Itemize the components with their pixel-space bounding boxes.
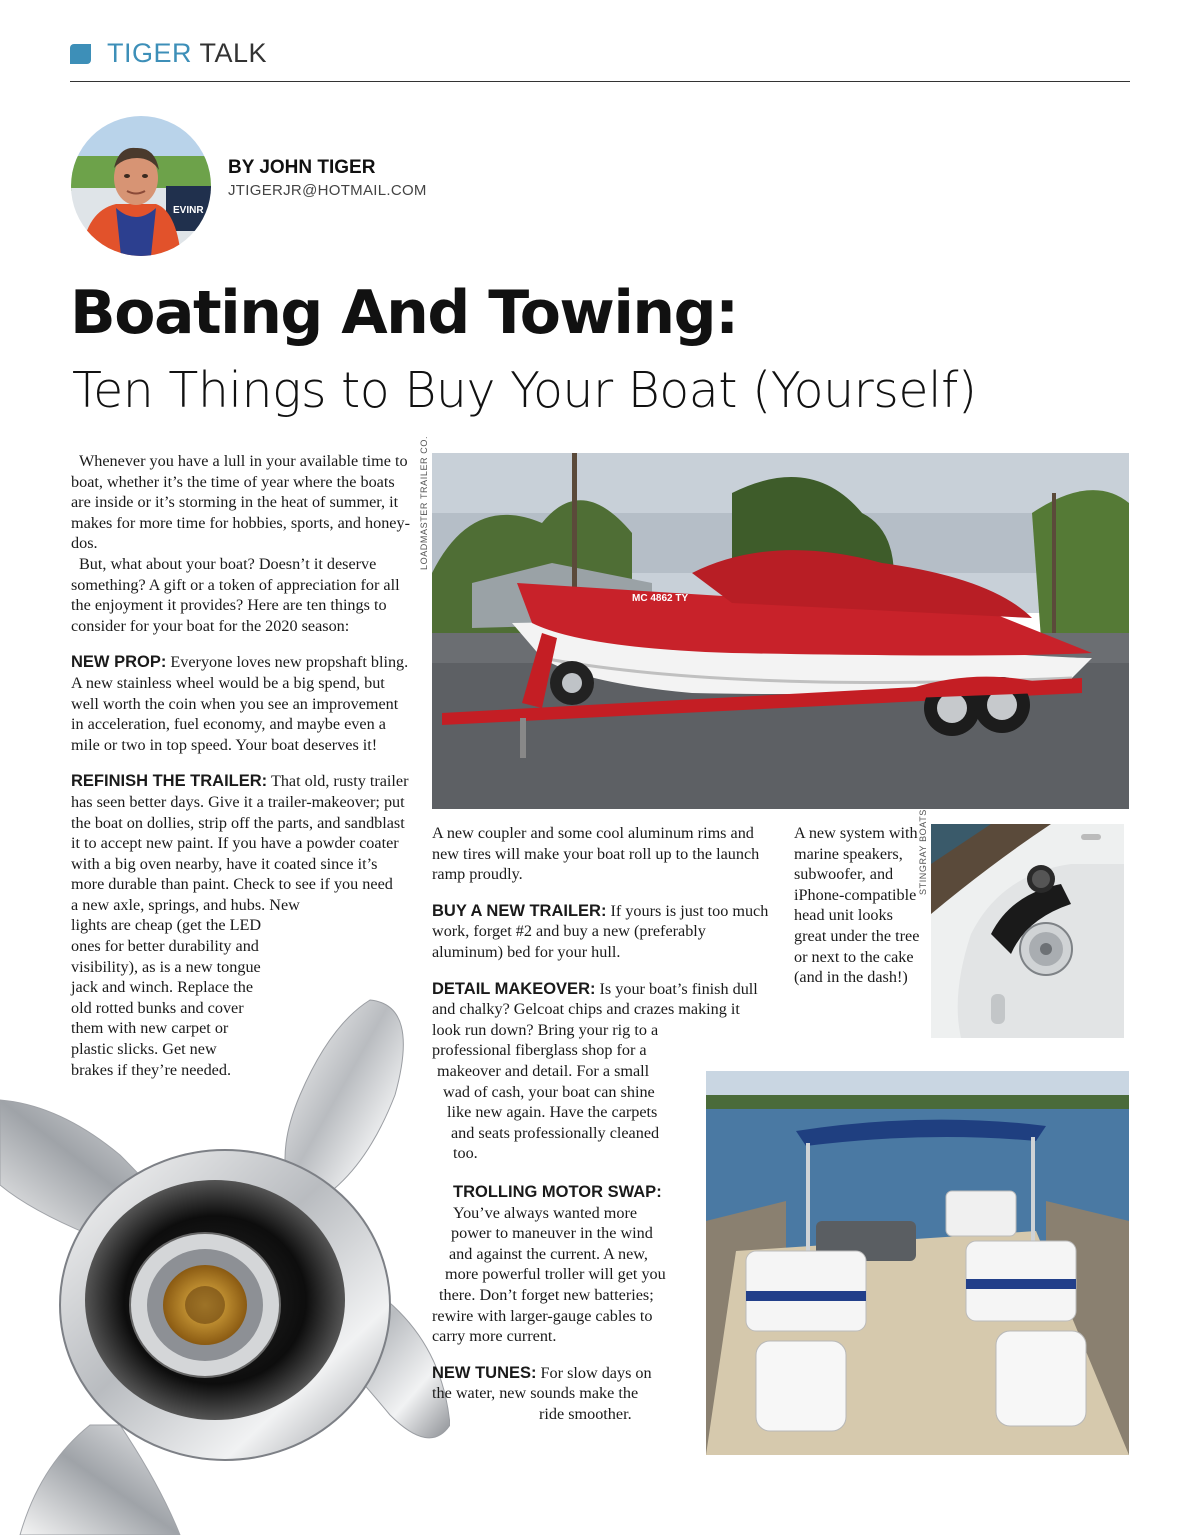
trolling-motor-line: and against the current. A new, [449,1244,648,1263]
trolling-motor-line: there. Don’t forget new batteries; [439,1285,654,1304]
trolling-motor-line: power to maneuver in the wind [451,1224,653,1243]
intro-paragraph-2: But, what about your boat? Doesn’t it deserve something? A gift or a token of appreciation for all the enjoyment it provides? Here are ten things to consider for your boat for the 2020 season: [71,554,400,635]
detail-makeover-paragraph [432,979,767,1041]
new-tunes-text: For slow days on [540,1363,652,1382]
article-title: Boating And Towing: [70,278,738,348]
refinish-trailer-line: a new axle, springs, and hubs. New [71,895,300,914]
coupler-paragraph: A new coupler and some cool aluminum rims and new tires will make your boat roll up to the launch ramp proudly. [432,824,760,884]
section-title [107,38,267,69]
refinish-trailer-paragraph [71,771,411,895]
trolling-motor-line: You’ve always wanted more [453,1203,638,1222]
detail-makeover-line: and seats professionally cleaned [451,1123,660,1142]
photo-credit-trailer: LOADMASTER TRAILER CO. [419,435,429,570]
refinish-trailer-line: visibility), as is a new tongue [71,957,261,976]
section-header [70,38,1130,82]
detail-makeover-text: Is your boat’s finish dull and chalky? Gelcoat chips and crazes making it look run down? Bring your rig to a [432,979,758,1039]
refinish-trailer-line: jack and winch. Replace the [71,978,254,997]
detail-makeover-heading: DETAIL MAKEOVER: [432,979,596,998]
author-byline: BY JOHN TIGER [228,157,376,178]
new-tunes-paragraph [432,1363,702,1384]
new-prop-heading: NEW PROP: [71,653,167,672]
refinish-trailer-heading: REFINISH THE TRAILER: [71,772,268,791]
refinish-trailer-line: lights are cheap (get the LED [71,916,262,935]
article-column-3 [794,823,924,988]
sound-system-paragraph: A new system with marine speakers, subwoofer, and iPhone-compatible head unit looks great under the tree or next to the cake (and in the dash!) [794,824,920,987]
intro-paragraph-1: Whenever you have a lull in your available time to boat, whether it’s the time of year where the boats are inside or it’s storming in the heat of summer, it makes for more time for hobbies, sports, and honey-dos. [71,452,410,553]
buy-trailer-text: If yours is just too much work, forget #2 and buy a new (preferably aluminum) bed for your hull. [432,901,769,961]
article-column-2-lower [432,1182,702,1425]
trolling-motor-line: more powerful troller will get you [445,1265,666,1284]
refinish-trailer-line: old rotted bunks and cover [71,998,244,1017]
article-subtitle: Ten Things to Buy Your Boat (Yourself) [72,362,977,419]
section-title-rest: TALK [199,38,268,68]
photo-credit-speaker: STINGRAY BOATS [918,809,928,895]
refinish-trailer-text: That old, rusty trailer has seen better days. Give it a trailer-makeover; put the boat on dollies, strip off the parts, and sandblast it to accept new paint. If you have a powder coater with a big oven nearby, have it coated since it’s more durable than paint. Check to see if you need [71,772,409,894]
buy-trailer-heading: BUY A NEW TRAILER: [432,901,607,920]
new-tunes-line: ride smoother. [539,1404,632,1423]
boat-on-trailer-photo [432,453,1129,809]
article-column-2 [432,823,772,1164]
detail-makeover-line: makeover and detail. For a small [437,1061,650,1080]
detail-makeover-line: like new again. Have the carpets [447,1103,658,1122]
refinish-trailer-line: ones for better durability and [71,937,259,956]
author-email: JTIGERJR@HOTMAIL.COM [228,182,427,199]
new-prop-text: Everyone loves new propshaft bling. A new stainless wheel would be a big spend, but well worth the coin when you see an improvement in acceleration, fuel economy, and maybe even a mile or two in top speed. Your boat deserves it! [71,653,409,754]
article-column-1 [71,451,411,1080]
detail-makeover-line: too. [453,1144,478,1163]
refinish-trailer-line: brakes if they’re needed. [71,1060,231,1079]
new-tunes-line: the water, new sounds make the [432,1384,639,1403]
detail-makeover-line: professional fiberglass shop for a [432,1041,647,1060]
author-avatar [71,116,211,256]
refinish-trailer-line: them with new carpet or [71,1019,229,1038]
section-title-accent: TIGER [107,38,193,68]
buy-trailer-paragraph [432,901,772,963]
boat-registration-text: MC 4862 TY [632,593,689,604]
detail-makeover-line: wad of cash, your boat can shine [443,1082,655,1101]
svg-text:EVINR: EVINR [173,205,204,216]
section-marker-icon [70,44,91,64]
marine-speaker-photo [931,824,1124,1038]
trolling-motor-line: rewire with larger-gauge cables to [432,1306,653,1325]
trolling-motor-line: carry more current. [432,1327,557,1346]
new-tunes-heading: NEW TUNES: [432,1363,537,1382]
new-prop-paragraph [71,652,411,755]
trolling-motor-heading: TROLLING MOTOR SWAP: [453,1183,662,1201]
refinish-trailer-line: plastic slicks. Get new [71,1040,217,1059]
